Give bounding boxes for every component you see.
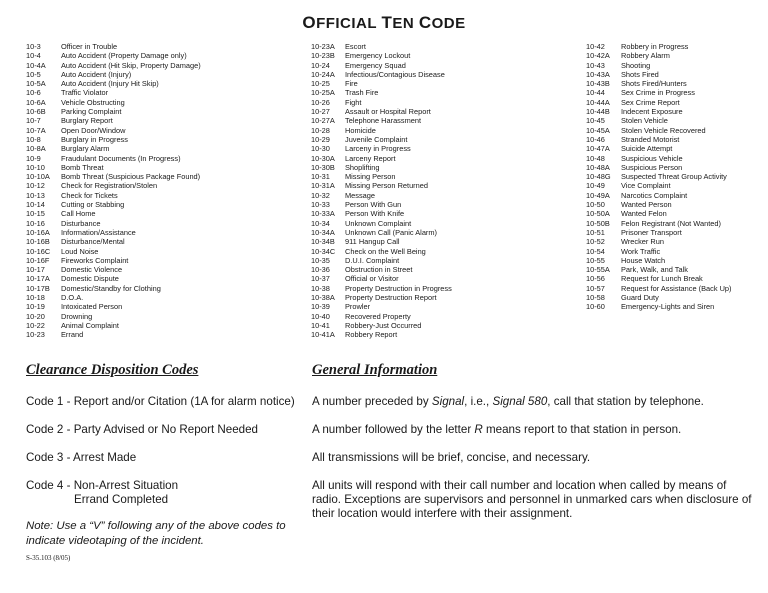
ten-code-row xyxy=(586,256,732,265)
ten-code-meaning: Domestic Dispute xyxy=(61,274,119,284)
ten-code: 10-52 xyxy=(586,237,605,247)
ten-code-meaning: Shooting xyxy=(621,60,651,70)
ten-code: 10-16A xyxy=(26,227,50,237)
ten-code-meaning: Shots Fired xyxy=(621,69,659,79)
ten-code-row xyxy=(26,116,201,125)
ten-code: 10-15 xyxy=(26,209,45,219)
ten-code-row xyxy=(586,172,732,181)
ten-code: 10-45A xyxy=(586,125,610,135)
ten-code-meaning: Disturbance xyxy=(61,218,101,228)
ten-code-meaning: Larceny in Progress xyxy=(345,144,411,154)
ten-code-row xyxy=(26,200,201,209)
ten-code-meaning: Escort xyxy=(345,42,366,51)
ten-code-row xyxy=(26,312,201,321)
ten-code-row xyxy=(311,312,452,321)
ten-code: 10-27 xyxy=(311,107,330,117)
ten-code-row xyxy=(311,321,452,330)
ten-code: 10-56 xyxy=(586,274,605,284)
ten-code-meaning: Indecent Exposure xyxy=(621,107,683,117)
ten-code: 10-16C xyxy=(26,246,51,256)
ten-code-meaning: Property Destruction Report xyxy=(345,293,437,303)
ten-code-row xyxy=(311,42,452,51)
page-title: OFFICIAL TEN CODE xyxy=(302,13,466,32)
ten-code: 10-34B xyxy=(311,237,335,247)
ten-code: 10-22 xyxy=(26,320,45,330)
ten-code-row xyxy=(311,200,452,209)
ten-code: 10-24A xyxy=(311,69,335,79)
ten-code: 10-30A xyxy=(311,153,335,163)
ten-code-meaning: Emergency Squad xyxy=(345,60,406,70)
ten-code: 10-41 xyxy=(311,320,330,330)
ten-code-meaning: Assault or Hospital Report xyxy=(345,107,431,117)
general-info-report: A number followed by the letter R means report to that station in person. xyxy=(312,423,682,436)
clearance-code-4-line2: Errand Completed xyxy=(74,493,169,506)
ten-code-column-1 xyxy=(26,42,201,340)
ten-code-meaning: Park, Walk, and Talk xyxy=(621,265,688,275)
ten-code: 10-33A xyxy=(311,209,335,219)
ten-code-row xyxy=(311,172,452,181)
general-info-respond: All units will respond with their call number and location when called by means of radio. Exceptions are supervisors and personnel in unmarked cars when disclosure of their location would interfere with their assignment. xyxy=(312,479,752,520)
ten-code-column-3 xyxy=(586,42,732,312)
ten-code-meaning: Bomb Threat (Suspicious Package Found) xyxy=(61,172,201,182)
ten-code-meaning: Suspicious Vehicle xyxy=(621,153,683,163)
ten-code: 10-34 xyxy=(311,218,330,228)
ten-code: 10-39 xyxy=(311,302,330,312)
ten-code-meaning: Official or Visitor xyxy=(345,274,399,284)
ten-code-meaning: Cutting or Stabbing xyxy=(61,200,125,210)
ten-code-meaning: Sex Crime Report xyxy=(621,97,680,107)
ten-code-row xyxy=(311,144,452,153)
ten-code-row xyxy=(586,70,732,79)
ten-code-meaning: Sex Crime in Progress xyxy=(621,88,695,98)
ten-code: 10-44B xyxy=(586,107,610,117)
ten-code: 10-48 xyxy=(586,153,605,163)
ten-code-row xyxy=(311,228,452,237)
ten-code-meaning: Missing Person xyxy=(345,172,396,182)
ten-code-row xyxy=(311,219,452,228)
ten-code-row xyxy=(311,330,452,339)
ten-code-row xyxy=(26,70,201,79)
clearance-code-2: Code 2 - Party Advised or No Report Needed xyxy=(26,423,258,436)
ten-code: 10-38 xyxy=(311,283,330,293)
ten-code-meaning: Stolen Vehicle Recovered xyxy=(621,125,706,135)
ten-code-row xyxy=(311,256,452,265)
ten-code-meaning: Check for Registration/Stolen xyxy=(61,181,158,191)
ten-code-row xyxy=(586,228,732,237)
ten-code: 10-16F xyxy=(26,255,50,265)
ten-code-meaning: 911 Hangup Call xyxy=(345,237,400,247)
clearance-code-4-line1: Code 4 - Non-Arrest Situation xyxy=(26,479,179,492)
ten-code: 10-30 xyxy=(311,144,330,154)
ten-code-meaning: Traffic Violator xyxy=(61,88,109,98)
ten-code-row xyxy=(586,181,732,190)
ten-code-row xyxy=(586,42,732,51)
ten-code-meaning: Check on the Well Being xyxy=(345,246,426,256)
videotape-note: Note: Use a “V” following any of the above codes to indicate videotaping of the incident. xyxy=(26,520,286,547)
ten-code-meaning: Work Traffic xyxy=(621,246,661,256)
ten-code-meaning: Emergency-Lights and Siren xyxy=(621,302,715,312)
ten-code: 10-24 xyxy=(311,60,330,70)
ten-code: 10-8 xyxy=(26,134,41,144)
ten-code-row xyxy=(311,209,452,218)
ten-code-meaning: Juvenile Complaint xyxy=(345,134,408,144)
ten-code-meaning: Officer in Trouble xyxy=(61,42,118,51)
ten-code-meaning: Unknown Call (Panic Alarm) xyxy=(345,227,438,237)
general-info-transmissions: All transmissions will be brief, concise, and necessary. xyxy=(312,451,591,464)
ten-code: 10-37 xyxy=(311,274,330,284)
ten-code: 10-4A xyxy=(26,60,46,70)
ten-code: 10-9 xyxy=(26,153,41,163)
ten-code: 10-23 xyxy=(26,330,45,340)
ten-code-row xyxy=(26,88,201,97)
ten-code-row xyxy=(26,265,201,274)
ten-code-meaning: Vice Complaint xyxy=(621,181,671,191)
ten-code: 10-12 xyxy=(26,181,45,191)
ten-code-meaning: Call Home xyxy=(61,209,96,219)
ten-code: 10-43 xyxy=(586,60,605,70)
ten-code: 10-40 xyxy=(311,311,330,321)
ten-code-row xyxy=(26,163,201,172)
ten-code: 10-42A xyxy=(586,51,610,61)
ten-code-meaning: Recovered Property xyxy=(345,311,411,321)
ten-code-meaning: Vehicle Obstructing xyxy=(61,97,125,107)
ten-code: 10-4 xyxy=(26,51,41,61)
ten-code-meaning: Robbery Report xyxy=(345,330,398,340)
ten-code-meaning: Shoplifting xyxy=(345,162,380,172)
ten-code-meaning: D.O.A. xyxy=(61,293,84,303)
ten-code: 10-50A xyxy=(586,209,610,219)
ten-code-row xyxy=(26,321,201,330)
ten-code-row xyxy=(586,61,732,70)
ten-code: 10-27A xyxy=(311,116,335,126)
ten-code: 10-7A xyxy=(26,125,46,135)
ten-code-row xyxy=(586,163,732,172)
ten-code: 10-55 xyxy=(586,255,605,265)
ten-code-meaning: Emergency Lockout xyxy=(345,51,411,61)
ten-code-row xyxy=(586,209,732,218)
ten-code: 10-16 xyxy=(26,218,45,228)
ten-code: 10-55A xyxy=(586,265,610,275)
ten-code-row xyxy=(311,247,452,256)
ten-code-meaning: Burglary Report xyxy=(61,116,113,126)
ten-code-row xyxy=(26,144,201,153)
ten-code: 10-45 xyxy=(586,116,605,126)
ten-code-row xyxy=(586,98,732,107)
ten-code-meaning: Stolen Vehicle xyxy=(621,116,668,126)
ten-code-row xyxy=(586,135,732,144)
ten-code: 10-50B xyxy=(586,218,610,228)
ten-code-row xyxy=(586,237,732,246)
ten-code-meaning: Person With Knife xyxy=(345,209,405,219)
ten-code-row xyxy=(586,247,732,256)
ten-code: 10-23B xyxy=(311,51,335,61)
general-info-signal: A number preceded by Signal, i.e., Signal 580, call that station by telephone. xyxy=(312,395,704,408)
ten-code-row xyxy=(26,154,201,163)
ten-code: 10-20 xyxy=(26,311,45,321)
ten-code-meaning: Wrecker Run xyxy=(621,237,664,247)
ten-code-row xyxy=(311,88,452,97)
ten-code-meaning: Errand xyxy=(61,330,84,340)
ten-code: 10-7 xyxy=(26,116,41,126)
ten-code-meaning: Auto Accident (Property Damage only) xyxy=(61,51,187,61)
ten-code-row xyxy=(311,126,452,135)
ten-code-row xyxy=(311,293,452,302)
ten-code-row xyxy=(311,116,452,125)
ten-code-row xyxy=(311,163,452,172)
clearance-code-3: Code 3 - Arrest Made xyxy=(26,451,137,464)
general-heading: General Information xyxy=(312,362,438,378)
ten-code: 10-34C xyxy=(311,246,336,256)
ten-code-meaning: Check for Tickets xyxy=(61,190,118,200)
ten-code: 10-60 xyxy=(586,302,605,312)
ten-code-row xyxy=(311,70,452,79)
ten-code: 10-34A xyxy=(311,227,335,237)
ten-code-row xyxy=(26,51,201,60)
ten-code-meaning: Prisoner Transport xyxy=(621,227,682,237)
ten-code: 10-17 xyxy=(26,265,45,275)
ten-code: 10-43A xyxy=(586,69,610,79)
ten-code-meaning: Bomb Threat xyxy=(61,162,104,172)
ten-code-row xyxy=(26,274,201,283)
ten-code-meaning: Loud Noise xyxy=(61,246,99,256)
ten-code-row xyxy=(311,302,452,311)
ten-code-row xyxy=(311,265,452,274)
ten-code-row xyxy=(586,302,732,311)
ten-code-meaning: Suspected Threat Group Activity xyxy=(621,172,727,182)
ten-code-meaning: Drowning xyxy=(61,311,93,321)
ten-code: 10-30B xyxy=(311,162,335,172)
ten-code: 10-35 xyxy=(311,255,330,265)
ten-code-meaning: Fight xyxy=(345,97,362,107)
ten-code: 10-49 xyxy=(586,181,605,191)
ten-code-meaning: Domestic Violence xyxy=(61,265,123,275)
form-number: S-35.103 (8/05) xyxy=(26,554,71,562)
ten-code-row xyxy=(586,191,732,200)
ten-code-meaning: Open Door/Window xyxy=(61,125,126,135)
ten-code: 10-10 xyxy=(26,162,45,172)
ten-code-meaning: Missing Person Returned xyxy=(345,181,428,191)
ten-code: 10-33 xyxy=(311,200,330,210)
ten-code-meaning: Wanted Person xyxy=(621,200,672,210)
ten-code-meaning: Larceny Report xyxy=(345,153,396,163)
ten-code-row xyxy=(311,107,452,116)
ten-code: 10-44 xyxy=(586,88,605,98)
ten-code-row xyxy=(311,237,452,246)
ten-code: 10-44A xyxy=(586,97,610,107)
clearance-code-1: Code 1 - Report and/or Citation (1A for alarm notice) xyxy=(26,395,295,408)
ten-code: 10-23A xyxy=(311,42,335,51)
ten-code-meaning: D.U.I. Complaint xyxy=(345,255,400,265)
ten-code-row xyxy=(586,126,732,135)
ten-code: 10-58 xyxy=(586,293,605,303)
ten-code-meaning: Disturbance/Mental xyxy=(61,237,125,247)
ten-code-meaning: Wanted Felon xyxy=(621,209,667,219)
ten-code-meaning: Message xyxy=(345,190,375,200)
ten-code-row xyxy=(586,107,732,116)
ten-code-row xyxy=(586,219,732,228)
ten-code-row xyxy=(311,51,452,60)
ten-code-meaning: Animal Complaint xyxy=(61,320,119,330)
ten-code-meaning: Telephone Harassment xyxy=(345,116,422,126)
ten-code: 10-38A xyxy=(311,293,335,303)
ten-code-meaning: Auto Accident (Hit Skip, Property Damage) xyxy=(61,60,201,70)
ten-code: 10-5 xyxy=(26,69,41,79)
ten-code-row xyxy=(26,79,201,88)
ten-code-meaning: Robbery Alarm xyxy=(621,51,670,61)
ten-code: 10-49A xyxy=(586,190,610,200)
ten-code-row xyxy=(311,98,452,107)
ten-code-meaning: House Watch xyxy=(621,255,666,265)
ten-code-row xyxy=(586,293,732,302)
ten-code-meaning: Fire xyxy=(345,79,358,89)
ten-code-row xyxy=(26,172,201,181)
ten-code: 10-31A xyxy=(311,181,335,191)
ten-code-row xyxy=(311,274,452,283)
ten-code: 10-46 xyxy=(586,134,605,144)
ten-code-row xyxy=(26,219,201,228)
ten-code: 10-6 xyxy=(26,88,41,98)
ten-code: 10-25A xyxy=(311,88,335,98)
ten-code-row xyxy=(26,135,201,144)
ten-code-row xyxy=(311,79,452,88)
ten-code-meaning: Obstruction in Street xyxy=(345,265,413,275)
ten-code-meaning: Person With Gun xyxy=(345,200,402,210)
ten-code: 10-32 xyxy=(311,190,330,200)
ten-code-row xyxy=(26,61,201,70)
ten-code: 10-50 xyxy=(586,200,605,210)
ten-code: 10-6B xyxy=(26,107,46,117)
ten-code-meaning: Intoxicated Person xyxy=(61,302,123,312)
ten-code-meaning: Robbery-Just Occurred xyxy=(345,320,422,330)
ten-code-row xyxy=(586,274,732,283)
ten-code: 10-51 xyxy=(586,227,605,237)
ten-code: 10-43B xyxy=(586,79,610,89)
ten-code: 10-36 xyxy=(311,265,330,275)
ten-code: 10-57 xyxy=(586,283,605,293)
ten-code-row xyxy=(586,265,732,274)
ten-code-meaning: Property Destruction in Progress xyxy=(345,283,452,293)
ten-code-meaning: Burglary in Progress xyxy=(61,134,128,144)
ten-code-meaning: Suicide Attempt xyxy=(621,144,673,154)
ten-code-row xyxy=(26,209,201,218)
ten-code: 10-48G xyxy=(586,172,611,182)
ten-code: 10-29 xyxy=(311,134,330,144)
ten-code-row xyxy=(26,247,201,256)
ten-code-meaning: Felon Registrant (Not Wanted) xyxy=(621,218,721,228)
ten-code-row xyxy=(311,154,452,163)
ten-code-meaning: Request for Lunch Break xyxy=(621,274,703,284)
ten-code: 10-25 xyxy=(311,79,330,89)
ten-code: 10-54 xyxy=(586,246,605,256)
ten-code-row xyxy=(26,181,201,190)
ten-code-meaning: Suspicious Person xyxy=(621,162,683,172)
ten-code: 10-41A xyxy=(311,330,335,340)
ten-code-row xyxy=(311,181,452,190)
ten-code-meaning: Stranded Motorist xyxy=(621,134,680,144)
ten-code: 10-3 xyxy=(26,42,41,51)
ten-code: 10-26 xyxy=(311,97,330,107)
ten-code: 10-48A xyxy=(586,162,610,172)
ten-code-row xyxy=(586,79,732,88)
ten-code-meaning: Fireworks Complaint xyxy=(61,255,129,265)
ten-code-row xyxy=(26,42,201,51)
ten-code-row xyxy=(26,126,201,135)
ten-code: 10-17A xyxy=(26,274,50,284)
ten-code-row xyxy=(586,144,732,153)
ten-code-meaning: Shots Fired/Hunters xyxy=(621,79,687,89)
ten-code: 10-17B xyxy=(26,283,50,293)
ten-code: 10-10A xyxy=(26,172,50,182)
clearance-code-4 xyxy=(26,479,178,507)
ten-code: 10-28 xyxy=(311,125,330,135)
ten-code-row xyxy=(586,116,732,125)
ten-code-row xyxy=(26,98,201,107)
ten-code: 10-6A xyxy=(26,97,46,107)
ten-code-row xyxy=(26,284,201,293)
ten-code-row xyxy=(311,61,452,70)
ten-code-row xyxy=(586,284,732,293)
ten-code-meaning: Robbery in Progress xyxy=(621,42,689,51)
ten-code-row xyxy=(311,135,452,144)
clearance-heading: Clearance Disposition Codes xyxy=(26,362,199,378)
ten-code-row xyxy=(311,284,452,293)
ten-code-meaning: Auto Accident (Injury Hit Skip) xyxy=(61,79,159,89)
ten-code: 10-42 xyxy=(586,42,605,51)
ten-code-row xyxy=(26,302,201,311)
ten-code-meaning: Auto Accident (Injury) xyxy=(61,69,132,79)
ten-code-row xyxy=(586,88,732,97)
ten-code: 10-47A xyxy=(586,144,610,154)
ten-code: 10-31 xyxy=(311,172,330,182)
ten-code: 10-14 xyxy=(26,200,45,210)
ten-code: 10-5A xyxy=(26,79,46,89)
ten-code-row xyxy=(586,51,732,60)
ten-code-meaning: Domestic/Standby for Clothing xyxy=(61,283,161,293)
ten-code-column-2 xyxy=(311,42,452,340)
ten-code-meaning: Burglary Alarm xyxy=(61,144,110,154)
ten-code-row xyxy=(311,191,452,200)
ten-code-meaning: Infectious/Contagious Disease xyxy=(345,69,445,79)
ten-code-row xyxy=(26,228,201,237)
ten-code-meaning: Trash Fire xyxy=(345,88,379,98)
ten-code-meaning: Guard Duty xyxy=(621,293,659,303)
ten-code-row xyxy=(26,191,201,200)
ten-code-meaning: Fraudulant Documents (In Progress) xyxy=(61,153,181,163)
ten-code: 10-8A xyxy=(26,144,46,154)
ten-code-meaning: Request for Assistance (Back Up) xyxy=(621,283,732,293)
ten-code-row xyxy=(26,330,201,339)
ten-code-row xyxy=(26,256,201,265)
ten-code: 10-19 xyxy=(26,302,45,312)
ten-code-row xyxy=(586,200,732,209)
ten-code: 10-16B xyxy=(26,237,50,247)
ten-code-row xyxy=(26,107,201,116)
ten-code: 10-18 xyxy=(26,293,45,303)
ten-code-row xyxy=(26,293,201,302)
ten-code-meaning: Unknown Complaint xyxy=(345,218,412,228)
ten-code-meaning: Homicide xyxy=(345,125,376,135)
ten-code-meaning: Parking Complaint xyxy=(61,107,122,117)
ten-code-row xyxy=(26,237,201,246)
ten-code-meaning: Information/Assistance xyxy=(61,227,136,237)
ten-code: 10-13 xyxy=(26,190,45,200)
ten-code-row xyxy=(586,154,732,163)
ten-code-meaning: Prowler xyxy=(345,302,371,312)
ten-code-meaning: Narcotics Complaint xyxy=(621,190,688,200)
